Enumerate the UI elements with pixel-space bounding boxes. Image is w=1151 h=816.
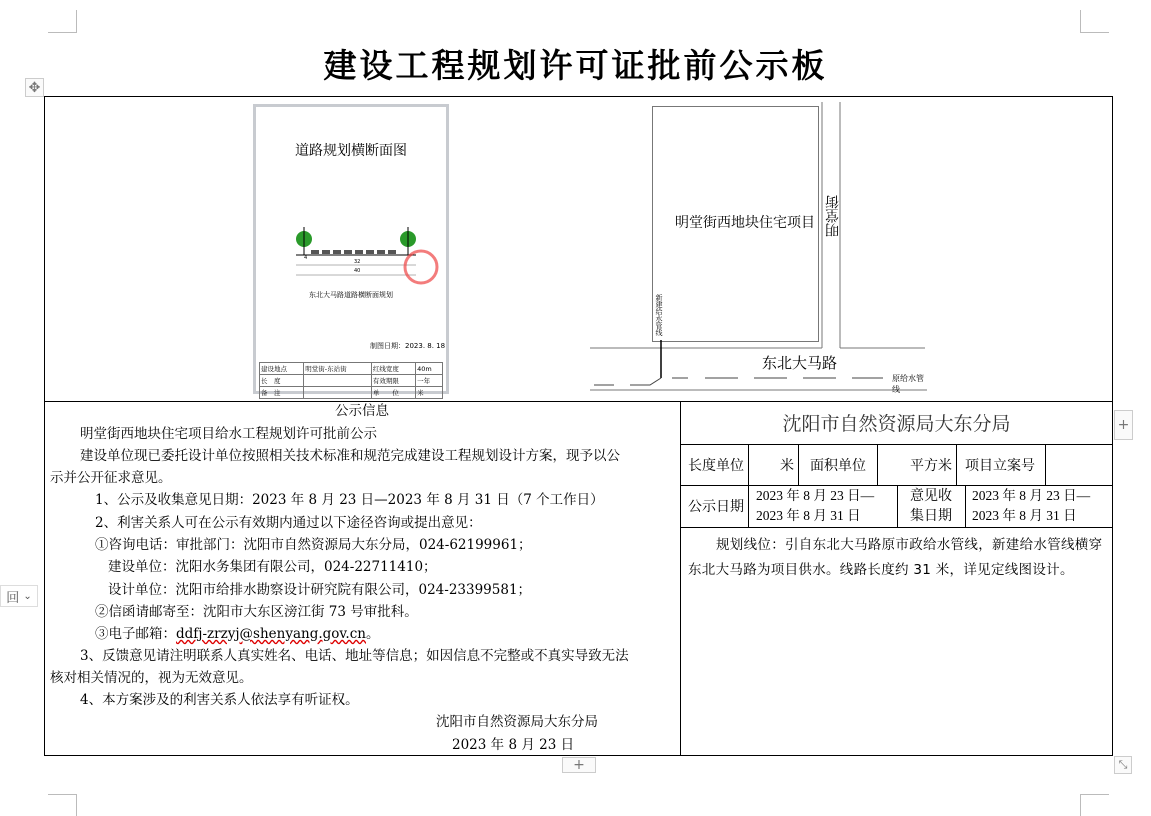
page-title: 建设工程规划许可证批前公示板 [323,46,828,85]
map-lines [590,100,930,395]
route-description: 规划线位：引自东北大马路原市政给水管线，新建给水管线横穿东北大马路为项目供水。线路长度约 31 米，详见定线图设计。 [688,537,1103,578]
notice-line [95,624,379,644]
chevron-down-icon: ⌄ [23,590,32,602]
area-unit-value: 平方米 [910,457,952,474]
site-location-map [590,100,930,395]
notice-line: 2、利害关系人可在公示有效期内通过以下途径咨询或提出意见： [95,515,482,531]
punctuation: 。 [365,626,380,642]
email-link[interactable]: ddfj-zrzyj@shenyang.gov.cn [176,626,366,642]
project-label: 明堂街西地块住宅项目 [675,215,815,231]
notice-line: 3、反馈意见请注明联系人真实姓名、电话、地址等信息；如因信息不完整或不真实导致无法 [80,648,629,664]
page-corner-mark [48,794,77,816]
notice-heading: 公示信息 [335,403,389,419]
old-pipe-label: 原给水管线 [892,374,924,394]
case-number-label: 项目立案号 [965,457,1035,474]
notice-line: 建设单位现已委托设计单位按照相关技术标准和规范完成建设工程规划设计方案，现予以公 [80,448,620,464]
length-unit-label: 长度单位 [688,457,744,474]
notice-line: 示并公开征求意见。 [50,470,172,486]
notice-line: 明堂街西地块住宅项目给水工程规划许可批前公示 [80,426,377,442]
area-unit-label: 面积单位 [810,457,866,474]
dim-label: 32 [354,259,361,265]
street-label: 明堂街 [825,195,841,237]
org-name: 沈阳市自然资源局大东分局 [782,414,1011,435]
page-corner-mark [1080,10,1109,33]
signature-date: 2023 年 8 月 23 日 [452,737,575,753]
email-label: ③电子邮箱： [95,626,176,642]
publish-date-label: 公示日期 [688,499,744,515]
dim-label: 40 [354,268,361,274]
length-unit-value: 米 [780,457,794,474]
road-cross-section-drawing [253,104,449,397]
publish-date-value: 2023 年 8 月 23 日—2023 年 8 月 31 日 [756,488,875,523]
collect-date-value: 2023 年 8 月 23 日—2023 年 8 月 31 日 [972,488,1091,523]
table-resize-icon[interactable]: ⤡ [1114,756,1132,774]
cross-section-sketch [291,217,441,292]
layout-options-button[interactable] [0,585,38,607]
notice-line: 1、公示及收集意见日期：2023 年 8 月 23 日—2023 年 8 月 31 日（7 个工作日） [95,492,604,508]
collect-date-label: 意见收集日期 [910,488,952,524]
layout-icon: 回 [6,590,20,606]
table-move-handle-icon[interactable]: ✥ [25,78,44,97]
notice-line: 4、本方案涉及的利害关系人依法享有听证权。 [80,692,359,708]
add-row-button[interactable]: + [562,757,596,773]
notice-line: 设计单位：沈阳市给排水勘察设计研究院有限公司，024-23399581； [108,582,532,598]
signature-org: 沈阳市自然资源局大东分局 [436,714,598,730]
notice-line: 核对相关情况的，视为无效意见。 [50,670,253,686]
road-label: 东北大马路 [762,354,838,372]
new-pipe-label: 新建给水管线 [655,294,663,336]
notice-line: ①咨询电话：审批部门：沈阳市自然资源局大东分局，024-62199961； [95,537,532,553]
notice-line: ②信函请邮寄至：沈阳市大东区滂江街 73 号审批科。 [95,604,418,620]
drawing-title: 道路规划横断面图 [295,143,407,159]
add-column-button[interactable]: + [1114,410,1133,440]
notice-line: 建设单位：沈阳水务集团有限公司，024-22711410； [108,559,437,575]
page-corner-mark [48,10,77,33]
page-corner-mark [1080,794,1109,816]
drawing-date: 制图日期：2023. 8. 18 [370,342,446,350]
drawing-caption: 东北大马路道路横断面规划 [309,291,393,299]
dim-label: 4 [304,255,308,261]
drawing-info-table: 建设地点 明堂街-东站街 红线宽度 40m 长 度 有效期限 一年 备 注 单 位 米 [259,362,443,399]
